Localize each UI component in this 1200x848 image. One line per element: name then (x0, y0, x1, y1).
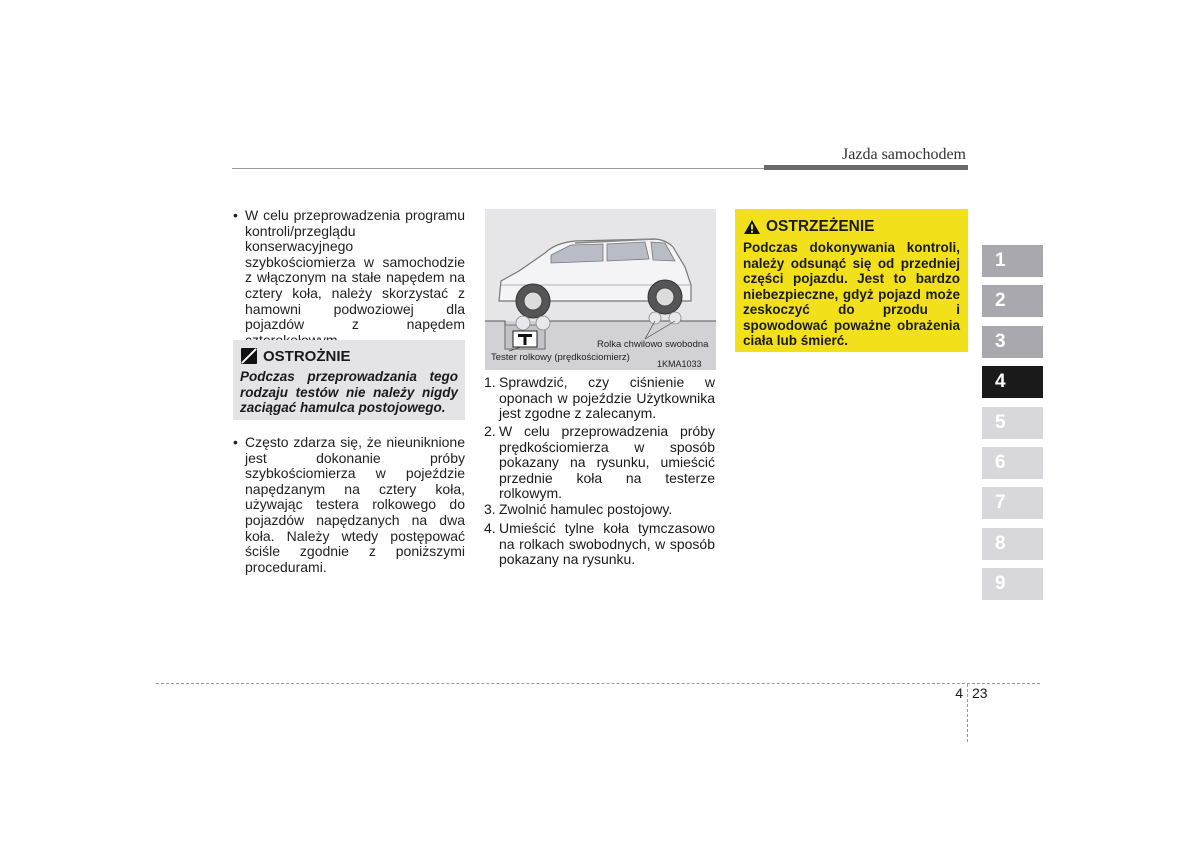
warning-header (743, 218, 875, 236)
caution-box (233, 340, 465, 420)
chapter-tab-2[interactable]: 2 (982, 285, 1043, 317)
chapter-tab-3[interactable]: 3 (982, 326, 1043, 358)
figure-label-free-roller: Rolka chwilowo swobodna (597, 339, 709, 350)
step-text: Sprawdzić, czy ciśnienie w oponach w pojeździe Użytkownika jest zgodne z zalecanym. (499, 374, 715, 422)
bullet-text-1: W celu przeprowadzenia programu kontroli/przeglądu konserwacyjnego szybkościomierza w samochodzie z włączonym na stałe napędem na cztery koła, należy skorzystać z hamowni podwoziowej dla pojazdów z napędem (245, 207, 465, 333)
caution-header (241, 347, 351, 365)
page-chapter-number: 4 (955, 685, 963, 701)
chapter-tab-9[interactable]: 9 (982, 568, 1043, 600)
caution-text: Podczas przeprowadzania tego rodzaju testów nie należy nigdy zaciągać hamulca postojowego. (240, 369, 458, 415)
step-text: W celu przeprowadzenia próby prędkościomierza w sposób pokazany na rysunku, umieścić przednie koła na testerze rolkowym. (499, 423, 715, 502)
caution-slash-icon (241, 348, 257, 364)
warning-text: Podczas dokonywania kontroli, należy odsunąć się od przedniej części pojazdu. Jest to bardzo niebezpieczne, gdyż pojazd może zeskoczyć do przodu i spowodować poważne obrażenia ciała lub śmierć. (743, 240, 960, 348)
step-number: 2. (484, 423, 496, 439)
header-rule-accent (764, 165, 968, 170)
chapter-tab-4[interactable]: 4 (982, 366, 1043, 398)
bullet-text-2: Często zdarza się, że nieuniknione jest dokonanie próby szybkościomierza w pojeździe napędzanym na cztery koła, używając testera rolkowego do pojazdów napędzanych na dwa koła. Należy wtedy postępować ściśle zgodnie z poniższymi procedurami. (245, 434, 465, 575)
footer-rule (156, 683, 1040, 684)
page-number: 23 (972, 685, 988, 701)
bullet-paragraph-2 (233, 435, 465, 575)
warning-triangle-icon (743, 219, 761, 235)
caution-title: OSTROŻNIE (263, 347, 351, 365)
warning-box (735, 209, 968, 352)
step-number: 3. (484, 501, 496, 517)
warning-title: OSTRZEŻENIE (766, 218, 875, 235)
bullet-symbol: • (233, 434, 238, 450)
bullet-paragraph-1 (233, 208, 465, 333)
chapter-tab-5[interactable]: 5 (982, 407, 1043, 439)
section-title: Jazda samochodem (842, 146, 966, 163)
chapter-tab-7[interactable]: 7 (982, 487, 1043, 519)
figure-label-tester: Tester rolkowy (prędkościomierz) (491, 352, 630, 363)
chapter-tab-8[interactable]: 8 (982, 528, 1043, 560)
chapter-tab-1[interactable]: 1 (982, 245, 1043, 277)
figure-code: 1KMA1033 (657, 359, 702, 369)
chapter-tab-6[interactable]: 6 (982, 447, 1043, 479)
footer-divider (967, 684, 968, 742)
step-text: Umieścić tylne koła tymczasowo na rolkach swobodnych, w sposób pokazany na rysunku. (499, 520, 715, 568)
speedometer-test-figure (485, 209, 716, 370)
step-text: Zwolnić hamulec postojowy. (499, 501, 673, 517)
header-rule (232, 168, 764, 169)
bullet-symbol: • (233, 207, 238, 223)
step-number: 1. (484, 374, 496, 390)
step-number: 4. (484, 520, 496, 536)
